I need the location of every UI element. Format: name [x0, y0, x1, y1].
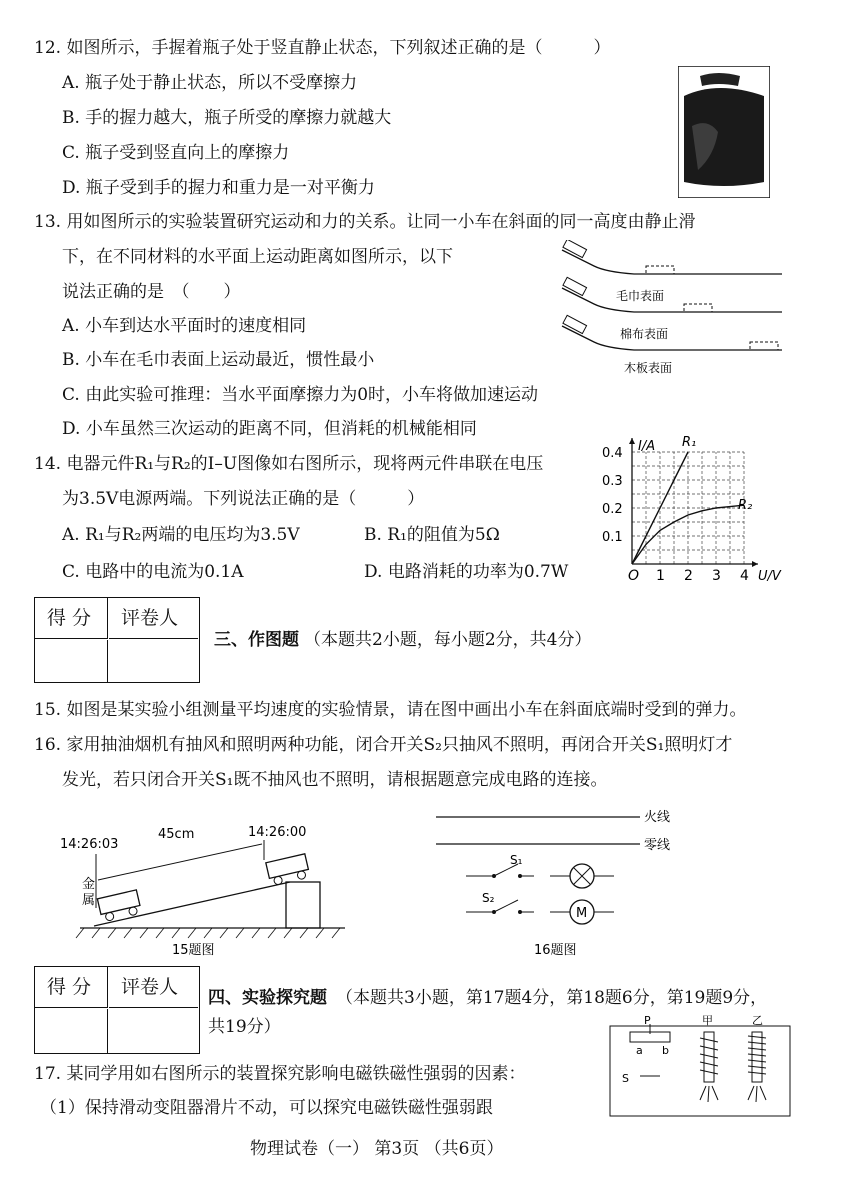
y-axis-label: I/A	[638, 439, 656, 454]
iu-chart	[600, 424, 790, 586]
grader-label: 评卷人	[121, 607, 179, 629]
section4-title: 四、实验探究题	[208, 988, 327, 1008]
q14-option-c: C. 电路中的电流为0.1A	[62, 562, 244, 582]
cart-top	[266, 854, 310, 886]
coil-jia	[700, 1014, 718, 1102]
y-tick-label: 0.1	[602, 530, 623, 545]
x-axis-arrow	[752, 561, 758, 567]
series-label: R₁	[682, 435, 697, 450]
section3-title: 三、作图题	[214, 630, 299, 650]
time-left: 14:26:03	[60, 837, 119, 852]
y-tick-label: 0.3	[602, 474, 623, 489]
svg-text:b: b	[662, 1044, 669, 1057]
track-1	[562, 240, 782, 274]
motor-icon	[550, 900, 614, 924]
q12-option-c: C. 瓶子受到竖直向上的摩擦力	[62, 143, 290, 163]
q12-stem: 12. 如图所示，手握着瓶子处于竖直静止状态，下列叙述正确的是（ ）	[34, 38, 611, 58]
metal-label-2: 属	[82, 893, 96, 908]
figure-17-electromagnet	[600, 1010, 800, 1120]
switch-s2	[466, 891, 534, 914]
x-tick-label: 2	[684, 568, 693, 584]
track-2	[562, 277, 782, 312]
score-box-4	[34, 966, 200, 1054]
q13-option-b: B. 小车在毛巾表面上运动最近，惯性最小	[62, 350, 375, 370]
q12-option-d: D. 瓶子受到手的握力和重力是一对平衡力	[62, 178, 375, 198]
grader-label: 评卷人	[121, 976, 179, 998]
x-tick-label: 3	[712, 568, 721, 584]
surface1-label: 毛巾表面	[616, 289, 665, 303]
q16-stem-line1: 16. 家用抽油烟机有抽风和照明两种功能，闭合开关S₂只抽风不照明，再闭合开关S₁照明灯才	[34, 735, 733, 755]
q13-stem-line2: 下，在不同材料的水平面上运动距离如图所示，以下	[62, 247, 453, 267]
svg-text:S: S	[622, 1072, 629, 1085]
y-axis-arrow	[629, 438, 635, 444]
q17-stem: 17. 某同学用如右图所示的装置探究影响电磁铁磁性强弱的因素：	[34, 1064, 526, 1084]
svg-text:M: M	[576, 906, 588, 921]
figure-15-incline	[60, 820, 350, 960]
score-box-3	[34, 597, 200, 683]
score-label: 得 分	[47, 976, 92, 998]
svg-text:乙: 乙	[752, 1014, 763, 1027]
metal-label-1: 金	[82, 877, 96, 892]
q16-stem-line2: 发光，若只闭合开关S₁既不抽风也不照明，请根据题意完成电路的连接。	[62, 770, 608, 790]
lamp-icon	[550, 864, 614, 888]
chart-grid	[632, 452, 744, 564]
svg-text:S₁: S₁	[510, 853, 523, 867]
live-wire-label: 火线	[644, 810, 671, 825]
surface2-label: 棉布表面	[620, 327, 669, 341]
y-tick-label: 0.4	[602, 446, 623, 461]
surface3-label: 木板表面	[624, 361, 673, 375]
q13-option-d: D. 小车虽然三次运动的距离不同，但消耗的机械能相同	[62, 419, 477, 439]
x-tick-label: 1	[656, 568, 665, 584]
section4-note-line1: （本题共3小题，第17题4分，第18题6分，第19题9分，	[336, 988, 768, 1008]
chart-labels	[602, 435, 782, 584]
q15-stem: 15. 如图是某实验小组测量平均速度的实验情景，请在图中画出小车在斜面底端时受到的弹力。	[34, 700, 747, 720]
distance-label: 45cm	[158, 827, 195, 842]
x-tick-label: 4	[740, 568, 749, 584]
q13-stem-line3: 说法正确的是 （ ）	[62, 282, 241, 302]
q12-option-a: A. 瓶子处于静止状态，所以不受摩擦力	[62, 73, 358, 93]
q14-option-b: B. R₁的阻值为5Ω	[364, 525, 500, 545]
neutral-wire-label: 零线	[644, 838, 671, 853]
q17-sub1: （1）保持滑动变阻器滑片不动，可以探究电磁铁磁性强弱跟	[40, 1098, 493, 1118]
series-label: R₂	[738, 498, 753, 514]
q14-option-d: D. 电路消耗的功率为0.7W	[364, 562, 569, 582]
x-axis-label: U/V	[758, 569, 781, 584]
svg-text:a: a	[636, 1044, 643, 1057]
svg-text:S₂: S₂	[482, 891, 495, 905]
score-label: 得 分	[47, 607, 92, 629]
figure-16-circuit	[430, 800, 690, 960]
time-top: 14:26:00	[248, 825, 307, 840]
q14-stem-line1: 14. 电器元件R₁与R₂的I–U图像如右图所示，现将两元件串联在电压	[34, 454, 544, 474]
svg-text:甲: 甲	[702, 1014, 713, 1027]
q13-option-a: A. 小车到达水平面时的速度相同	[62, 316, 307, 336]
section3-note: （本题共2小题，每小题2分，共4分）	[304, 630, 592, 650]
q13-option-c: C. 由此实验可推理：当水平面摩擦力为0时，小车将做加速运动	[62, 385, 539, 405]
section4-note-line2: 共19分）	[208, 1017, 281, 1037]
switch-s1	[466, 853, 534, 878]
y-tick-label: 0.2	[602, 502, 623, 517]
origin-label: O	[628, 568, 640, 584]
figure-16-caption: 16题图	[534, 943, 577, 958]
svg-text:P: P	[644, 1014, 651, 1027]
track-3	[562, 315, 782, 375]
coil-yi	[748, 1014, 766, 1102]
q12-option-b: B. 手的握力越大，瓶子所受的摩擦力就越大	[62, 108, 392, 128]
series-line-2	[632, 505, 744, 564]
figure-15-caption: 15题图	[172, 943, 215, 958]
q14-stem-line2: 为3.5V电源两端。下列说法正确的是（ ）	[62, 489, 425, 509]
q14-option-a: A. R₁与R₂两端的电压均为3.5V	[62, 525, 300, 545]
bottle-in-hand-photo	[678, 66, 770, 198]
q13-stem-line1: 13. 用如图所示的实验装置研究运动和力的关系。让同一小车在斜面的同一高度由静止滑	[34, 212, 696, 232]
incline-surfaces-figure	[554, 240, 786, 380]
page-footer: 物理试卷（一） 第3页 （共6页）	[250, 1139, 504, 1159]
